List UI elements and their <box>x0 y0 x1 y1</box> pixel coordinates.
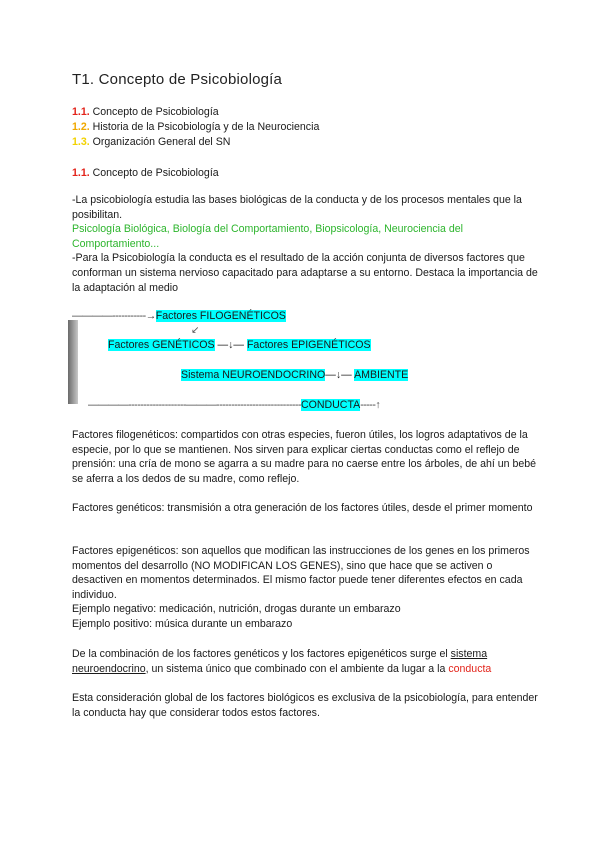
diagram-ambiente: AMBIENTE <box>354 369 409 381</box>
filogeneticos-paragraph: Factores filogenéticos: compartidos con otras especies, fueron útiles, los logros adaptativos de la especie, por lo que se mantienen. Nos sirven para explicar ciertas conductas como el reflejo de prensión: una cría de mono se agarra a su madre para no caerse entre los árboles, de ahí un bebé se aferra a los dedos de su madre, como reflejo. <box>72 429 537 485</box>
intro-explanation: -Para la Psicobiología la conducta es el resultado de la acción conjunta de diversos factores que conforman un sistema nervioso capacitado para adaptarse a su entorno. Destaca la importancia de la adaptación al medio <box>72 252 538 294</box>
epigeneticos-block <box>72 544 542 632</box>
combination-text-middle: , un sistema único que combinado con el ambiente da lugar a la <box>145 662 449 675</box>
toc-label-2: Historia de la Psicobiología y de la Neurociencia <box>92 121 320 133</box>
diagram-row-geneticos <box>108 339 371 352</box>
epigeneticos-paragraph: Factores epigenéticos: son aquellos que modifican las instrucciones de los genes en los primeros momentos del desarrollo (NO MODIFICAN LOS GENES), sino que hace que se activen o desactiven en momentos determinados. El mismo factor puede tener diferentes efectos en cada individuo. <box>72 545 530 601</box>
combination-paragraph <box>72 647 542 676</box>
factors-diagram <box>0 300 600 430</box>
toc-item-2 <box>72 120 319 135</box>
toc-item-1 <box>72 105 219 120</box>
conclusion-paragraph: Esta consideración global de los factores biológicos es exclusiva de la psicobiología, para entender la conducta hay que considerar todos estos factores. <box>72 692 538 719</box>
diagram-connector-1: —↓— <box>217 339 244 351</box>
toc-number-1: 1.1. <box>72 106 90 118</box>
diagram-row-conducta <box>88 399 380 412</box>
diagram-sistema: Sistema NEUROENDOCRINO <box>181 369 326 381</box>
toc-label-3: Organización General del SN <box>92 136 231 148</box>
section-heading <box>72 166 219 181</box>
section-number: 1.1. <box>72 167 90 179</box>
diagram-conducta: CONDUCTA <box>300 399 361 411</box>
diagram-filogeneticos: Factores FILOGENÉTICOS <box>155 310 286 322</box>
geneticos-paragraph: Factores genéticos: transmisión a otra generación de los factores útiles, desde el primer momento <box>72 502 533 514</box>
toc-item-3 <box>72 135 230 150</box>
epigeneticos-positive-example: Ejemplo positivo: música durante un embarazo <box>72 617 293 630</box>
combination-text-start: De la combinación de los factores genéticos y los factores epigenéticos surge el <box>72 648 451 660</box>
section-label: Concepto de Psicobiología <box>92 167 219 179</box>
diagram-top-dashes: ————-----------→ <box>72 310 156 322</box>
epigeneticos-negative-example: Ejemplo negativo: medicación, nutrición, drogas durante un embarazo <box>72 603 401 616</box>
sistema-neuroendocrino-term: sistema neuroendocrino <box>72 648 488 675</box>
intro-block <box>72 193 542 295</box>
diagram-geneticos: Factores GENÉTICOS <box>108 339 215 351</box>
diagram-epigeneticos: Factores EPIGENÉTICOS <box>246 339 371 351</box>
diagram-row-filogeneticos <box>72 310 286 323</box>
conducta-term: conducta <box>448 662 492 675</box>
diagram-down-arrow-icon: ↙ <box>191 325 200 336</box>
toc-number-2: 1.2. <box>72 121 90 133</box>
toc-label-1: Concepto de Psicobiología <box>92 106 219 118</box>
intro-definition: -La psicobiología estudia las bases biológicas de la conducta y de los procesos mentales que la posibilitan. <box>72 194 522 221</box>
diagram-row-sistema <box>181 369 408 382</box>
intro-synonyms: Psicología Biológica, Biología del Comportamiento, Biopsicología, Neurociencia del Comportamiento... <box>72 223 464 250</box>
diagram-side-bar <box>68 320 78 404</box>
diagram-bottom-dashes: ————-------------------———---------------------------- <box>88 399 301 411</box>
page-title: T1. Concepto de Psicobiología <box>72 71 283 88</box>
toc-number-3: 1.3. <box>72 136 90 148</box>
diagram-connector-2: —↓— <box>325 369 352 381</box>
diagram-up-arrow-icon: -----↑ <box>360 399 381 411</box>
